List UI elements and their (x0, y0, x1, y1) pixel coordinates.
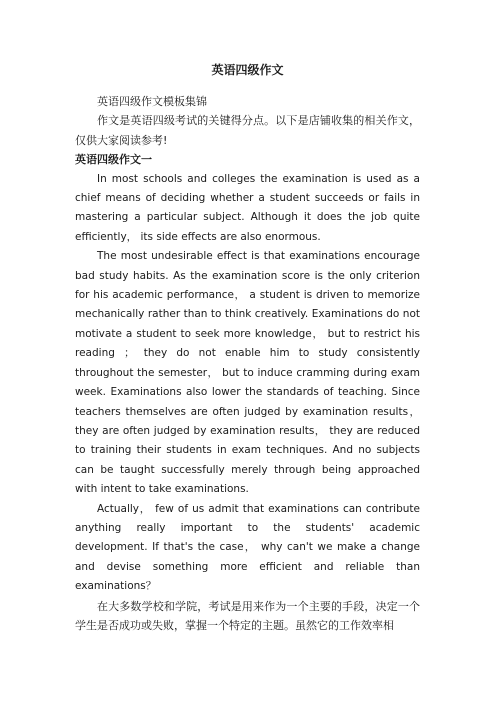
intro-text: 作文是英语四级考试的关键得分点。以下是店铺收集的相关作文，仅供大家阅读参考! (75, 114, 420, 147)
paragraph-3: Actually， few of us admit that examinations can contribute anything really important to the students' academic development. If that's the case， why can't we make a change and devise something more efficient and reliable than examinations？ (75, 502, 420, 593)
paragraph-2: The most undesirable effect is that examinations encourage bad study habits. As the examination score is the only criterion for his academic performance， a student is driven to memorize mechanically rather than to think creatively. Examinations do not motivate a student to seek more knowledge， but to restrict his reading ； they do not enable him to study consistently throughout the semester， but to induce cramming during exam week. Examinations also lower the standards of teaching. Since teachers themselves are often judged by examination results， they are often judged by examination results， they are reduced to training their students in exam techniques. And no subjects can be taught successfully merely through being approached with intent to take examinations. (75, 250, 420, 496)
paragraph-1: In most schools and colleges the examination is used as a chief means of deciding whether a student succeeds or fails in mastering a particular subject. Although it does the job quite efficiently， its side effects are also enormous. (75, 172, 420, 243)
section-heading: 英语四级作文一 (75, 153, 152, 167)
document-title: 英语四级作文 (211, 63, 284, 77)
paragraph-4-chinese: 在大多数学校和学院，考试是用来作为一个主要的手段，决定一个学生是否成功或失败，掌握一个特定的主题。虽然它的工作效率相 (75, 599, 420, 632)
intro-heading: 英语四级作文模板集锦 (97, 95, 207, 108)
